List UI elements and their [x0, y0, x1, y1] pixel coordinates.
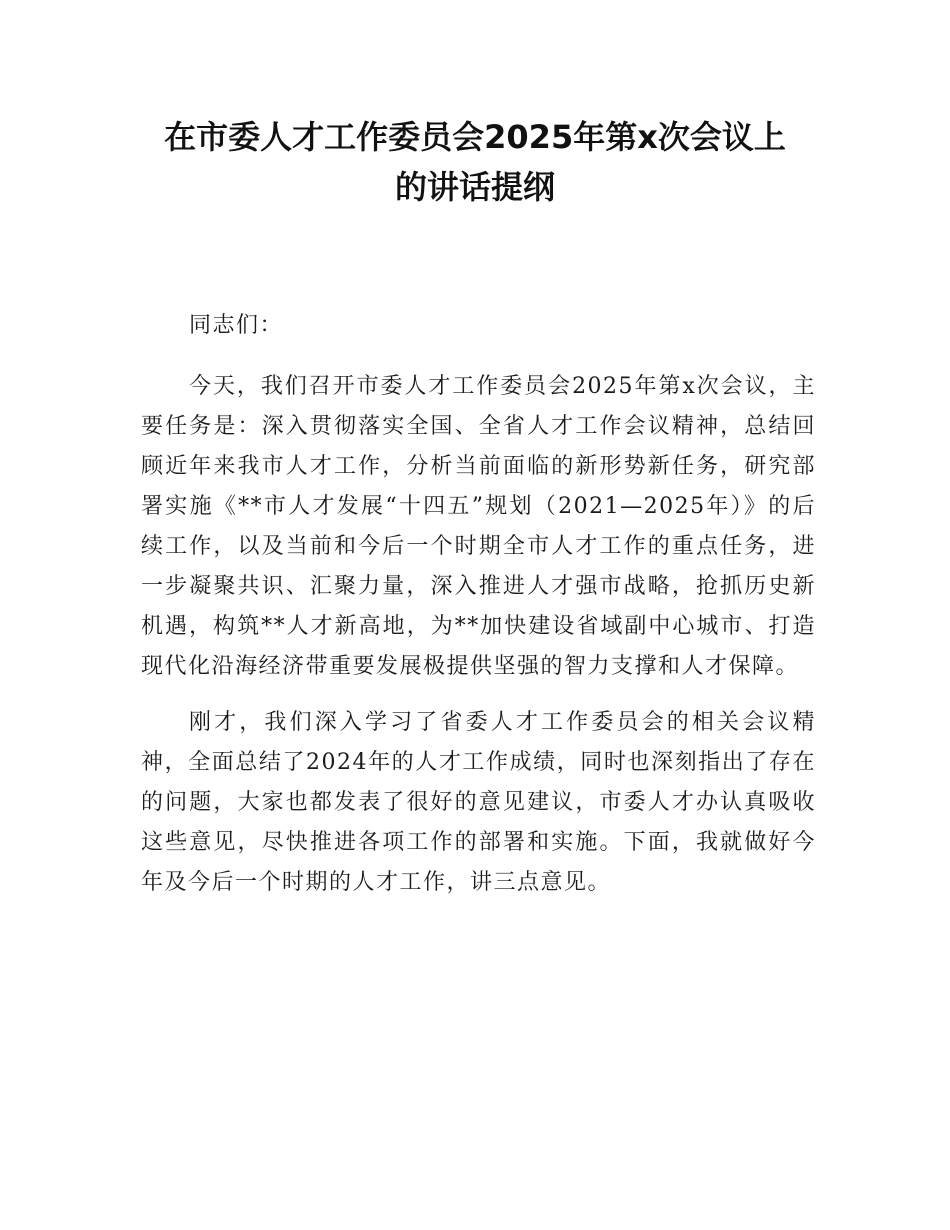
paragraph-summary: 刚才，我们深入学习了省委人才工作委员会的相关会议精神，全面总结了2024年的人才工作成绩，同时也深刻指出了存在的问题，大家也都发表了很好的意见建议，市委人才办认真吸收这些意见，尽快推进各项工作的部署和实施。下面，我就做好今年及今后一个时期的人才工作，讲三点意见。	[141, 710, 816, 895]
document-body	[141, 306, 816, 919]
title-line-1: 在市委人才工作委员会2025年第x次会议上	[164, 118, 786, 156]
title-line-2: 的讲话提纲	[394, 168, 555, 206]
greeting: 同志们：	[189, 313, 284, 338]
document-title	[130, 112, 820, 212]
paragraph-opening: 今天，我们召开市委人才工作委员会2025年第x次会议，主要任务是：深入贯彻落实全国、全省人才工作会议精神，总结回顾近年来我市人才工作，分析当前面临的新形势新任务，研究部署实施《**市人才发展“十四五”规划（2021—2025年）》的后续工作，以及当前和今后一个时期全市人才工作的重点任务，进一步凝聚共识、汇聚力量，深入推进人才强市战略，抢抓历史新机遇，构筑**人才新高地，为**加快建设省域副中心城市、打造现代化沿海经济带重要发展极提供坚强的智力支撑和人才保障。	[141, 374, 816, 679]
